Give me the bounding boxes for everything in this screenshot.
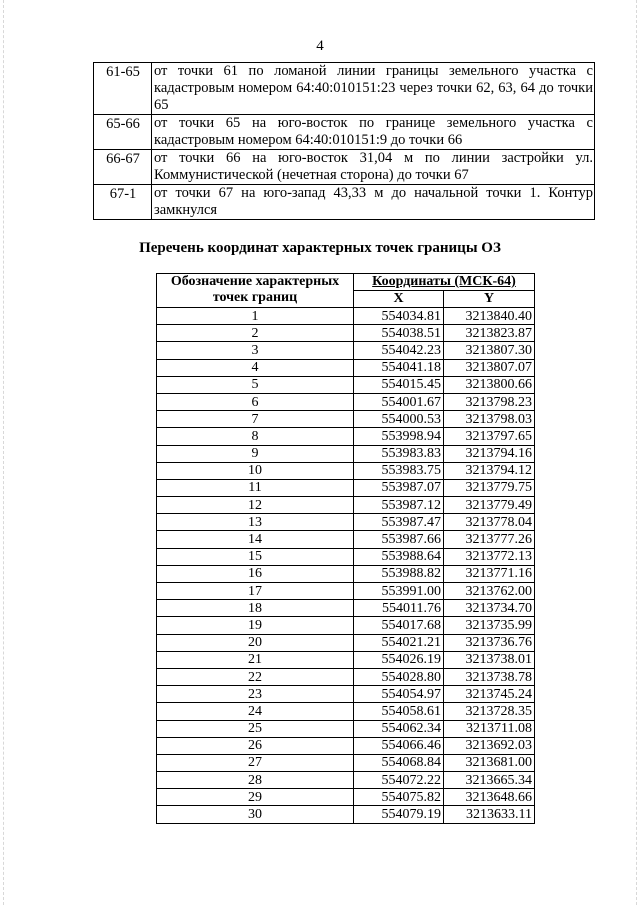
table-row — [157, 342, 535, 359]
coord-x: 554000.53 — [354, 411, 444, 428]
table-row — [157, 668, 535, 685]
coord-y: 3213738.01 — [444, 651, 535, 668]
coord-y: 3213665.34 — [444, 772, 535, 789]
coord-x: 553987.66 — [354, 531, 444, 548]
coord-y: 3213745.24 — [444, 686, 535, 703]
coord-y: 3213772.13 — [444, 548, 535, 565]
coord-x: 554079.19 — [354, 806, 444, 823]
coord-y: 3213779.75 — [444, 479, 535, 496]
page-edge-left — [3, 0, 4, 905]
table-row — [157, 428, 535, 445]
table-row — [157, 376, 535, 393]
table-row — [157, 308, 535, 325]
coord-x: 553987.12 — [354, 497, 444, 514]
segment-row — [94, 115, 595, 150]
coord-y: 3213711.08 — [444, 720, 535, 737]
coord-x: 553991.00 — [354, 583, 444, 600]
coord-y: 3213728.35 — [444, 703, 535, 720]
point-number: 30 — [157, 806, 354, 823]
point-number: 13 — [157, 514, 354, 531]
segment-id: 66-67 — [94, 150, 152, 185]
coord-y: 3213762.00 — [444, 583, 535, 600]
page-edge-right — [636, 0, 637, 905]
coord-x: 553998.94 — [354, 428, 444, 445]
segment-description: от точки 67 на юго-запад 43,33 м до начальной точки 1. Контур замкнулся — [152, 185, 595, 220]
point-number: 16 — [157, 565, 354, 582]
coord-x: 553988.82 — [354, 565, 444, 582]
coord-y: 3213778.04 — [444, 514, 535, 531]
table-row — [157, 411, 535, 428]
coord-y: 3213800.66 — [444, 376, 535, 393]
point-number: 26 — [157, 737, 354, 754]
coord-x: 553987.47 — [354, 514, 444, 531]
point-number: 21 — [157, 651, 354, 668]
coordinates-table — [156, 273, 535, 824]
table-row — [157, 600, 535, 617]
coord-x: 553988.64 — [354, 548, 444, 565]
point-number: 11 — [157, 479, 354, 496]
point-number: 28 — [157, 772, 354, 789]
table-row — [157, 497, 535, 514]
table-row — [157, 359, 535, 376]
coord-y: 3213734.70 — [444, 600, 535, 617]
coord-y: 3213840.40 — [444, 308, 535, 325]
segment-id: 61-65 — [94, 63, 152, 115]
point-number: 15 — [157, 548, 354, 565]
table-row — [157, 703, 535, 720]
coord-y: 3213807.07 — [444, 359, 535, 376]
coord-x: 554054.97 — [354, 686, 444, 703]
coord-y: 3213633.11 — [444, 806, 535, 823]
table-row — [157, 772, 535, 789]
coord-x: 554042.23 — [354, 342, 444, 359]
coord-y: 3213777.26 — [444, 531, 535, 548]
point-number: 27 — [157, 754, 354, 771]
segment-id: 65-66 — [94, 115, 152, 150]
coord-y: 3213794.16 — [444, 445, 535, 462]
coord-x: 554075.82 — [354, 789, 444, 806]
segments-body — [94, 63, 595, 220]
boundary-segments-table — [93, 62, 595, 220]
table-row — [157, 806, 535, 823]
table-row — [157, 686, 535, 703]
coord-y: 3213648.66 — [444, 789, 535, 806]
page-number: 4 — [316, 38, 324, 54]
table-row — [157, 462, 535, 479]
point-number: 9 — [157, 445, 354, 462]
table-row — [157, 617, 535, 634]
segment-description: от точки 66 на юго-восток 31,04 м по линии застройки ул. Коммунистической (нечетная сторона) до точки 67 — [152, 150, 595, 185]
coord-y: 3213797.65 — [444, 428, 535, 445]
table-row — [157, 548, 535, 565]
point-number: 17 — [157, 583, 354, 600]
segment-row — [94, 150, 595, 185]
table-row — [157, 789, 535, 806]
coord-x: 554021.21 — [354, 634, 444, 651]
coord-x: 554058.61 — [354, 703, 444, 720]
coord-y: 3213692.03 — [444, 737, 535, 754]
coord-y: 3213735.99 — [444, 617, 535, 634]
table-row — [157, 737, 535, 754]
segment-row — [94, 185, 595, 220]
coord-x: 554062.34 — [354, 720, 444, 737]
segment-id: 67-1 — [94, 185, 152, 220]
point-number: 12 — [157, 497, 354, 514]
coord-x: 554015.45 — [354, 376, 444, 393]
table-row — [157, 583, 535, 600]
segment-description: от точки 65 на юго-восток по границе земельного участка с кадастровым номером 64:40:010151:9 до точки 66 — [152, 115, 595, 150]
header-point-name: Обозначение характерных точек границ — [157, 274, 354, 308]
coord-y: 3213798.03 — [444, 411, 535, 428]
coord-x: 554028.80 — [354, 668, 444, 685]
coord-x: 554017.68 — [354, 617, 444, 634]
table-row — [157, 445, 535, 462]
table-row — [157, 479, 535, 496]
coord-y: 3213794.12 — [444, 462, 535, 479]
coord-x: 554072.22 — [354, 772, 444, 789]
table-row — [157, 651, 535, 668]
segment-row — [94, 63, 595, 115]
point-number: 10 — [157, 462, 354, 479]
point-number: 19 — [157, 617, 354, 634]
point-number: 4 — [157, 359, 354, 376]
coord-x: 554041.18 — [354, 359, 444, 376]
header-coordinate-system: Координаты (МСК-64) — [354, 274, 535, 291]
header-x: X — [354, 291, 444, 308]
coordinates-header — [157, 274, 535, 308]
table-row — [157, 514, 535, 531]
point-number: 14 — [157, 531, 354, 548]
coord-x: 554034.81 — [354, 308, 444, 325]
point-number: 29 — [157, 789, 354, 806]
coord-y: 3213738.78 — [444, 668, 535, 685]
table-row — [157, 565, 535, 582]
table-row — [157, 531, 535, 548]
coord-y: 3213807.30 — [444, 342, 535, 359]
coord-y: 3213736.76 — [444, 634, 535, 651]
coord-x: 553983.75 — [354, 462, 444, 479]
coord-x: 554066.46 — [354, 737, 444, 754]
header-y: Y — [444, 291, 535, 308]
coord-x: 554001.67 — [354, 393, 444, 410]
table-row — [157, 325, 535, 342]
coord-x: 553983.83 — [354, 445, 444, 462]
segment-description: от точки 61 по ломаной линии границы земельного участка с кадастровым номером 64:40:010151:23 через точки 62, 63, 64 до точки 65 — [152, 63, 595, 115]
point-number: 2 — [157, 325, 354, 342]
table-row — [157, 720, 535, 737]
header-row — [157, 274, 535, 291]
point-number: 23 — [157, 686, 354, 703]
point-number: 3 — [157, 342, 354, 359]
coord-y: 3213681.00 — [444, 754, 535, 771]
coord-y: 3213771.16 — [444, 565, 535, 582]
point-number: 25 — [157, 720, 354, 737]
coord-y: 3213823.87 — [444, 325, 535, 342]
coord-x: 553987.07 — [354, 479, 444, 496]
point-number: 24 — [157, 703, 354, 720]
point-number: 7 — [157, 411, 354, 428]
point-number: 22 — [157, 668, 354, 685]
coord-x: 554011.76 — [354, 600, 444, 617]
table-row — [157, 634, 535, 651]
coord-x: 554068.84 — [354, 754, 444, 771]
coordinates-body — [157, 308, 535, 824]
point-number: 1 — [157, 308, 354, 325]
coord-y: 3213798.23 — [444, 393, 535, 410]
point-number: 8 — [157, 428, 354, 445]
coord-y: 3213779.49 — [444, 497, 535, 514]
point-number: 18 — [157, 600, 354, 617]
point-number: 6 — [157, 393, 354, 410]
point-number: 5 — [157, 376, 354, 393]
coord-x: 554026.19 — [354, 651, 444, 668]
point-number: 20 — [157, 634, 354, 651]
coord-x: 554038.51 — [354, 325, 444, 342]
table-row — [157, 754, 535, 771]
coordinates-title: Перечень координат характерных точек границы ОЗ — [139, 240, 501, 256]
table-row — [157, 393, 535, 410]
